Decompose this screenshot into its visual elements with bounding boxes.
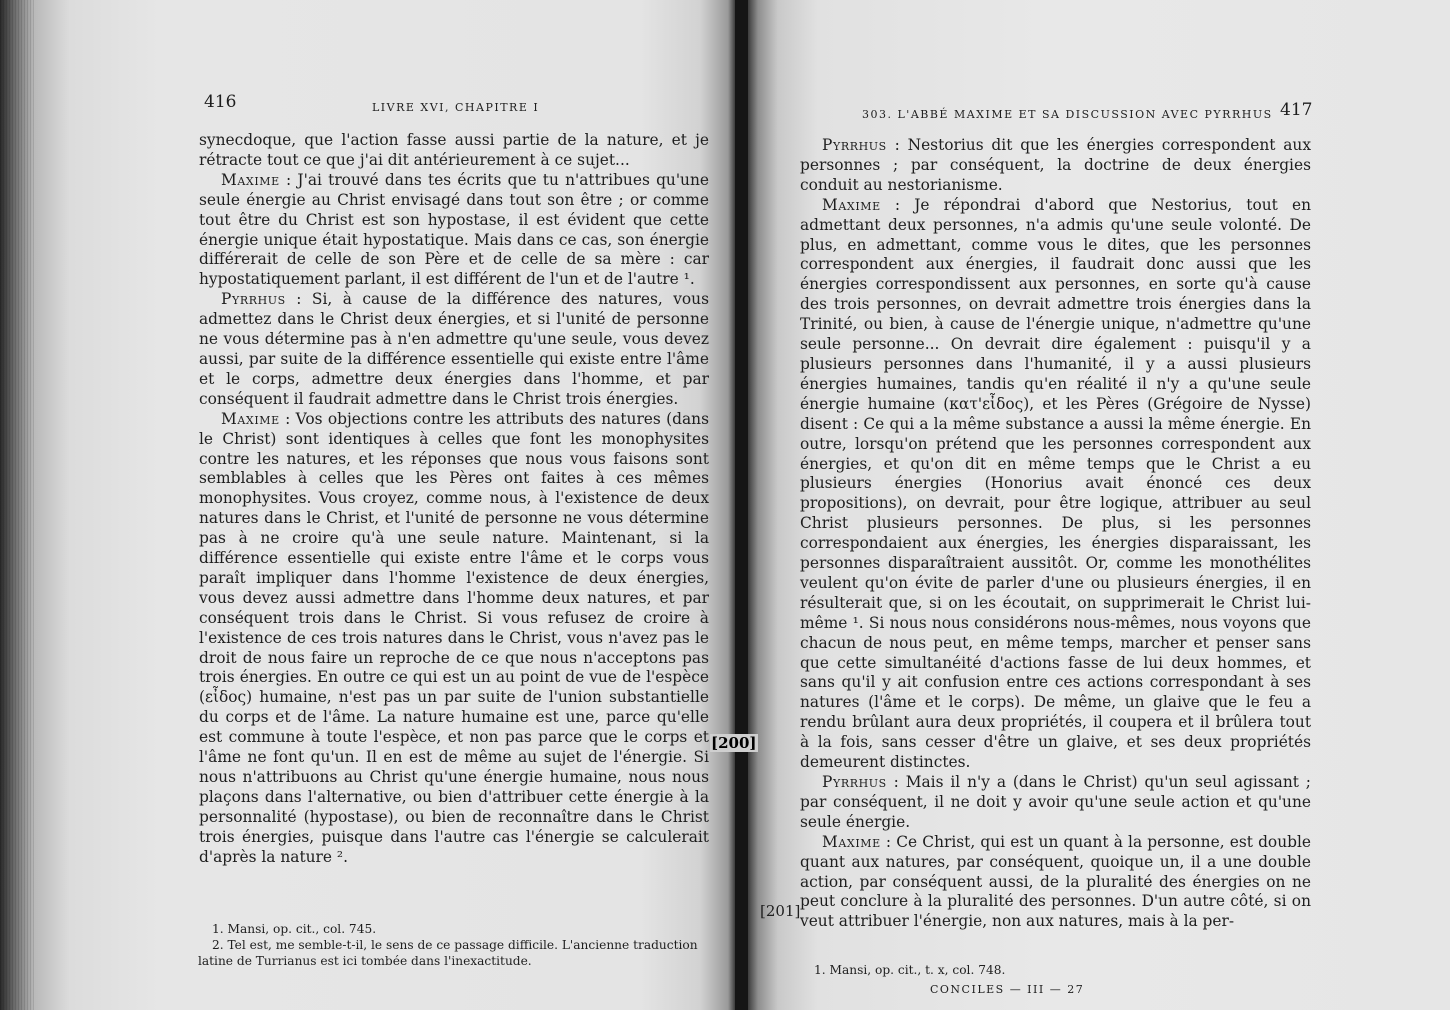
right-footnotes bbox=[800, 962, 1310, 978]
speaker-name: Pyrrhus bbox=[221, 290, 286, 309]
right-running-head: 303. L'ABBÉ MAXIME ET SA DISCUSSION AVEC PYRRHUS bbox=[862, 108, 1273, 121]
speaker-name: Maxime bbox=[822, 832, 881, 851]
book-gutter bbox=[735, 0, 748, 1010]
left-body-text bbox=[199, 131, 709, 868]
page-edge-texture bbox=[0, 0, 36, 1010]
speaker-name: Maxime bbox=[221, 409, 280, 428]
speaker-name: Maxime bbox=[822, 195, 881, 214]
paragraph: Maxime : Je répondrai d'abord que Nestorius, tout en admettant deux personnes, n'a admis qu'une seule volonté. De plus, en admettant, comme vous le dites, que les personnes correspondent aux énergies, il faudrait donc aussi que les énergies correspondissent aux personnes, en sorte qu'à cause des trois personnes, on devrait admettre trois énergies dans la Trinité, ou bien, à cause de l'énergie unique, n'admettre qu'une seule personne... On devrait dire également : puisqu'il y a plusieurs personnes dans l'humanité, il y a aussi plusieurs énergies humaines, tandis qu'en réalité il n'y a qu'une seule énergie humaine (κατ'εἶδος), et les Pères (Grégoire de Nysse) disent : Ce qui a la même substance a aussi la même énergie. En outre, lorsqu'on prétend que les personnes correspondent aux énergies, et qu'on dit en même temps que le Christ a eu plusieurs énergies (Honorius avait énoncé ces deux propositions), on devrait, pour être logique, attribuer au seul Christ plusieurs personnes. De plus, si les personnes correspondaient aux énergies, les énergies disparaissant, les personnes disparaîtraient aussitôt. Or, comme les monothélites veulent qu'on évite de parler d'une ou plusieurs énergies, il en résulterait que, si on les écoutait, on supprimerait le Christ lui-même ¹. Si nous nous considérons nous-mêmes, nous voyons que chacun de nous peut, en même temps, marcher et penser sans que cette simultanéité d'actions fasse de lui deux hommes, et sans qu'il y ait confusion entre ces actions correspondant à ses natures (l'âme et le corps). De même, un glaive que le feu a rendu brûlant aura deux propriétés, il coupera et il brûlera tout à la fois, sans cesser d'être un glaive, et ses deux propriétés demeurent distinctes. bbox=[800, 195, 1311, 772]
right-page-number: 417 bbox=[1280, 100, 1313, 120]
footnote: 1. Mansi, op. cit., col. 745. bbox=[212, 922, 377, 936]
signature-mark: CONCILES — III — 27 bbox=[930, 983, 1085, 996]
left-margin-marker: [200] bbox=[711, 734, 757, 752]
left-footnotes bbox=[198, 921, 710, 969]
right-body-text bbox=[800, 136, 1311, 932]
left-running-head: LIVRE XVI, CHAPITRE I bbox=[372, 101, 540, 114]
footnote: 2. Tel est, me semble-t-il, le sens de ce passage difficile. L'ancienne traduction latine de Turrianus est ici tombée dans l'inexactitude. bbox=[198, 938, 698, 968]
paragraph: Maxime : J'ai trouvé dans tes écrits que tu n'attribues qu'une seule énergie au Christ envisagé dans tout son être ; or comme tout être du Christ est son hypostase, il est évident que cette énergie unique était hypostatique. Mais dans ce cas, son énergie différerait de celle de son Père et de celle de sa mère : car hypostatiquement parlant, il est différent de l'un et de l'autre ¹. bbox=[199, 170, 709, 289]
paragraph: Maxime : Vos objections contre les attributs des natures (dans le Christ) sont identiques à celles que font les monophysites contre les natures, et les réponses que nous vous faisons sont semblables à celles que les Pères ont faites à ces mêmes monophysites. Vous croyez, comme nous, à l'existence de deux natures dans le Christ, et l'unité de personne ne vous détermine pas à ne croire qu'à une seule nature. Maintenant, si la différence essentielle qui existe entre l'âme et le corps vous paraît impliquer dans l'homme l'existence de deux énergies, vous devez aussi admettre dans l'homme deux natures, et par conséquent trois dans le Christ. Si vous refusez de croire à l'existence de ces trois natures dans le Christ, vous n'avez pas le droit de nous faire un reproche de ce que nous n'acceptons pas trois énergies. En outre ce qui est un au point de vue de l'espèce (εἶδος) humaine, n'est pas un par suite de l'union substantielle du corps et de l'âme. La nature humaine est une, parce qu'elle est commune à toute l'espèce, et non pas parce que le corps et l'âme ne font qu'un. Il en est de même au sujet de l'énergie. Si nous n'attribuons au Christ qu'une énergie humaine, nous nous plaçons dans l'alternative, ou bien d'attribuer cette énergie à la personnalité (hypostase), ou bien de reconnaître dans le Christ trois énergies, puisque dans l'autre cas l'énergie se calculerait d'après la nature ². bbox=[199, 409, 709, 866]
paragraph: Pyrrhus : Nestorius dit que les énergies correspondent aux personnes ; par conséquent, la doctrine de deux énergies conduit au nestorianisme. bbox=[800, 136, 1311, 194]
speaker-name: Maxime bbox=[221, 170, 280, 189]
footnote: 1. Mansi, op. cit., t. x, col. 748. bbox=[814, 963, 1006, 977]
paragraph: synecdoque, que l'action fasse aussi partie de la nature, et je rétracte tout ce que j'ai dit antérieurement à ce sujet... bbox=[199, 131, 709, 169]
paragraph: Pyrrhus : Si, à cause de la différence des natures, vous admettez dans le Christ deux énergies, et si l'unité de personne ne vous détermine pas à n'en admettre qu'une seule, vous devez aussi, par suite de la différence essentielle qui existe entre l'âme et le corps, admettre deux énergies dans l'homme, et par conséquent il faudrait admettre dans le Christ trois énergies. bbox=[199, 290, 709, 408]
paragraph: Maxime : Ce Christ, qui est un quant à la personne, est double quant aux natures, par conséquent, quoique un, il a une double action, par conséquent aussi, de la pluralité des énergies on ne peut conclure à la pluralité des personnes. D'un autre côté, si on veut attribuer l'énergie, non aux natures, mais à la per- bbox=[800, 832, 1311, 931]
paragraph: Pyrrhus : Mais il n'y a (dans le Christ) qu'un seul agissant ; par conséquent, il ne doit y avoir qu'une seule action et qu'une seule énergie. bbox=[800, 773, 1311, 831]
left-page-number: 416 bbox=[204, 92, 237, 112]
speaker-name: Pyrrhus bbox=[822, 773, 887, 791]
right-margin-marker: [201] bbox=[760, 902, 801, 920]
speaker-name: Pyrrhus bbox=[822, 136, 887, 154]
